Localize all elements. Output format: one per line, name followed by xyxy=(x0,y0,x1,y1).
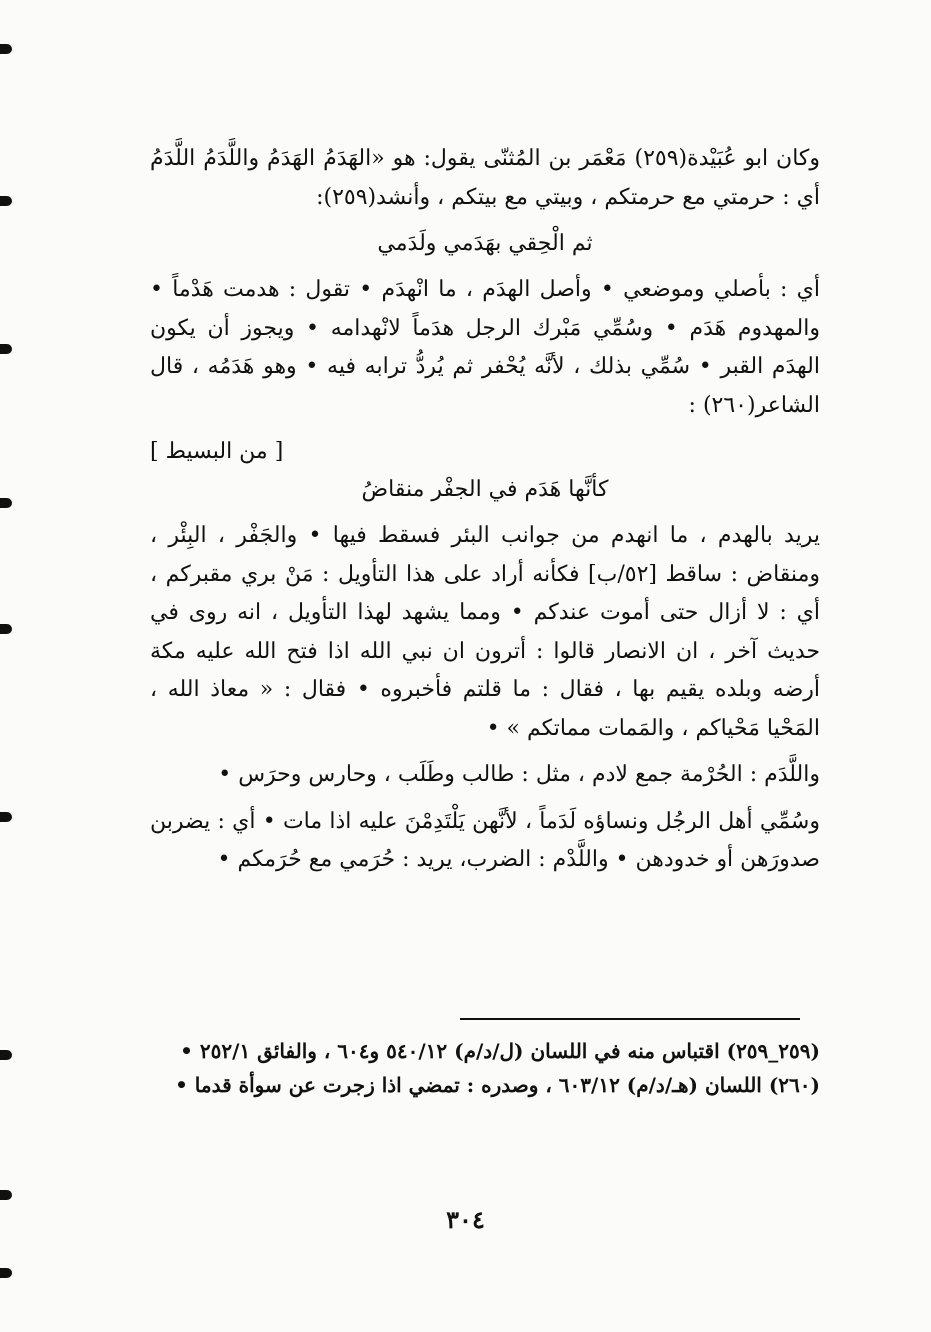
verse-line-2: كأنَّها هَدَم في الجفْر منقاضُ xyxy=(361,477,609,502)
footnote-259: (٢٥٩_٢٥٩) اقتباس منه في اللسان (ل/د/م) ٥٤٠/١٢ و٦٠٤ ، والفائق ٢٥٢/١ • xyxy=(180,1039,820,1063)
scan-edge-mark xyxy=(0,196,12,206)
paragraph-3: يريد بالهدم ، ما انهدم من جوانب البئر فسقط فيها • والجَفْر ، البِئْر ، ومنقاض : ساقط [٥٢/ب] فكأنه أراد على هذا التأويل : مَنْ بري مقبركم ، أي : لا أزال حتى أموت عندكم • ومما يشهد لهذا التأويل ، انه روى في حديث آخر ، ان الانصار قالوا : أترون ان نبي الله اذا فتح الله عليه مكة أرضه وبلده يقيم بها ، فقال : ما قلتم فأخبروه • فقال : « معاذ الله ، المَحْيا مَحْياكم ، والمَمات مماتكم » • xyxy=(150,523,820,741)
paragraph-2: أي : بأصلي وموضعي • وأصل الهدَم ، ما انْهدَم • تقول : هدمت هَدْماً • والمهدوم هَدَم • وسُمِّي مَبْرك الرجل هدَماً لانْهدامه • ويجوز أن يكون الهدَم القبر • سُمِّي بذلك ، لأنَّه يُحْفر ثم يُردُّ ترابه فيه • وهو هَدَمُه ، قال الشاعر(٢٦٠) : xyxy=(150,277,820,418)
page-number: ٣٠٤ xyxy=(446,1205,485,1234)
scan-edge-mark xyxy=(0,624,12,634)
main-text xyxy=(150,140,820,888)
scan-edge-mark xyxy=(0,498,12,508)
scan-edge-mark xyxy=(0,1050,12,1060)
scan-edge-mark xyxy=(0,44,12,54)
scan-edge-mark xyxy=(0,1190,12,1200)
footnote-260: (٢٦٠) اللسان (هـ/د/م) ٦٠٣/١٢ ، وصدره : تمضي اذا زجرت عن سوأة قدما • xyxy=(175,1073,820,1097)
scan-edge-mark xyxy=(0,812,12,822)
paragraph-1: وكان ابو عُبَيْدة(٢٥٩) مَعْمَر بن المُثنّى يقول: هو «الهَدَمُ الهَدَمُ واللَّدَمُ اللَّدَمُ أي : حرمتي مع حرمتكم ، وبيتي مع بيتكم ، وأنشد(٢٥٩): xyxy=(150,146,820,210)
verse-meter-label: [ من البسيط ] xyxy=(150,439,284,464)
paragraph-5: وسُمِّي أهل الرجُل ونساؤه لَدَماً ، لأنَّهن يَلْتَدِمْنَ عليه اذا مات • أي : يضربن صدورَهن أو خدودهن • واللَّدْم : الضرب، يريد : حُرَمي مع حُرَمكم • xyxy=(150,808,820,872)
footnotes xyxy=(150,1036,820,1104)
scan-edge-mark xyxy=(0,1268,12,1278)
footnote-divider xyxy=(460,1018,800,1020)
verse-line-1: ثم الْحِقي بهَدَمي ولَدَمي xyxy=(377,231,593,256)
paragraph-4: واللَّدَم : الحُرْمة جمع لادم ، مثل : طالب وطَلَب ، وحارس وحرَس • xyxy=(218,762,820,787)
scan-edge-mark xyxy=(0,344,12,354)
